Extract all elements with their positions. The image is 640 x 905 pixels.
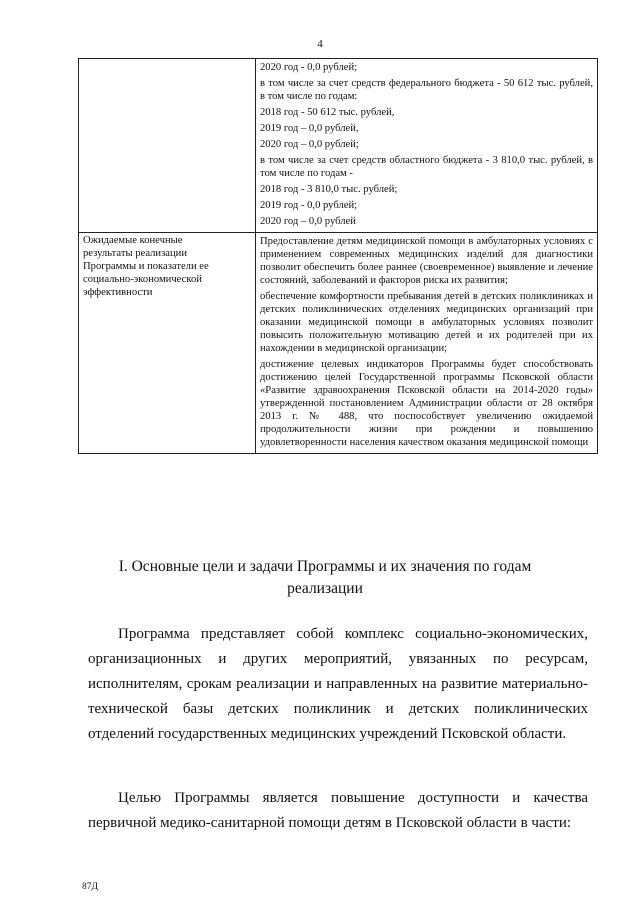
funding-line: 2020 год - 0,0 рублей; xyxy=(260,62,358,73)
funding-line: в том числе за счет средств федерального бюджета - 50 612 тыс. рублей, в том числе по годам: xyxy=(260,78,593,102)
table-cell-funding xyxy=(256,59,598,233)
table-row xyxy=(79,59,598,233)
body-paragraph-text: Программа представляет собой комплекс социально-экономических, организационных и других мероприятий, увязанных по ресурсам, исполнителям, срокам реализации и направленных на развитие материально-технической базы детских поликлиник и детских поликлинических отделений государственных медицинских учреждений Псковской области. xyxy=(88,626,588,742)
funding-line: 2019 год – 0,0 рублей, xyxy=(260,123,359,134)
funding-line: 2020 год – 0,0 рублей; xyxy=(260,139,359,150)
funding-line: 2020 год – 0,0 рублей xyxy=(260,216,356,227)
table-cell-results xyxy=(256,233,598,454)
label-line: Программы и показатели ее xyxy=(83,261,209,272)
label-line: результаты реализации xyxy=(83,248,187,259)
table-cell-label xyxy=(79,233,256,454)
label-line: эффективности xyxy=(83,287,153,298)
funding-line: в том числе за счет средств областного бюджета - 3 810,0 тыс. рублей, в том числе по годам - xyxy=(260,155,593,179)
body-paragraph-text: Целью Программы является повышение доступности и качества первичной медико-санитарной помощи детям в Псковской области в части: xyxy=(88,790,588,831)
label-line: Ожидаемые конечные xyxy=(83,235,183,246)
result-paragraph: достижение целевых индикаторов Программы будет способствовать достижению целей Государственной программы Псковской области «Развитие здравоохранения Псковской области на 2014-2020 годы» утвержденной постановлением Администрации области от 28 октября 2013 г. № 488, что поспособствует увеличению ожидаемой продолжительности жизни при рождении и повышению удовлетворенности населения качеством оказания медицинской помощи xyxy=(260,359,593,448)
funding-line: 2018 год - 50 612 тыс. рублей, xyxy=(260,107,395,118)
body-paragraph xyxy=(88,622,588,747)
result-paragraph: Предоставление детям медицинской помощи в амбулаторных условиях с применением современных медицинских изделий для диагностики позволит обеспечить более раннее (своевременное) выявление и лечение состояний, заболеваний и факторов риска их развития; xyxy=(260,236,593,286)
body-paragraph xyxy=(88,786,588,836)
funding-line: 2019 год - 0,0 рублей; xyxy=(260,200,358,211)
footer-code: 87Д xyxy=(82,882,98,892)
page-number: 4 xyxy=(317,38,323,50)
table-row xyxy=(79,233,598,454)
funding-line: 2018 год - 3 810,0 тыс. рублей; xyxy=(260,184,398,195)
section-heading: I. Основные цели и задачи Программы и их значения по годам реализации xyxy=(118,558,532,597)
result-paragraph: обеспечение комфортности пребывания детей в детских поликлиниках и детских поликлинических отделениях медицинских организаций при оказании медицинской помощи в амбулаторных условиях позволит повысить положительную мотивацию детей и их родителей при их нахождении в медицинской организации; xyxy=(260,291,593,354)
label-line: социально-экономической xyxy=(83,274,202,285)
table-cell-empty xyxy=(79,59,256,233)
program-passport-table xyxy=(78,58,598,454)
